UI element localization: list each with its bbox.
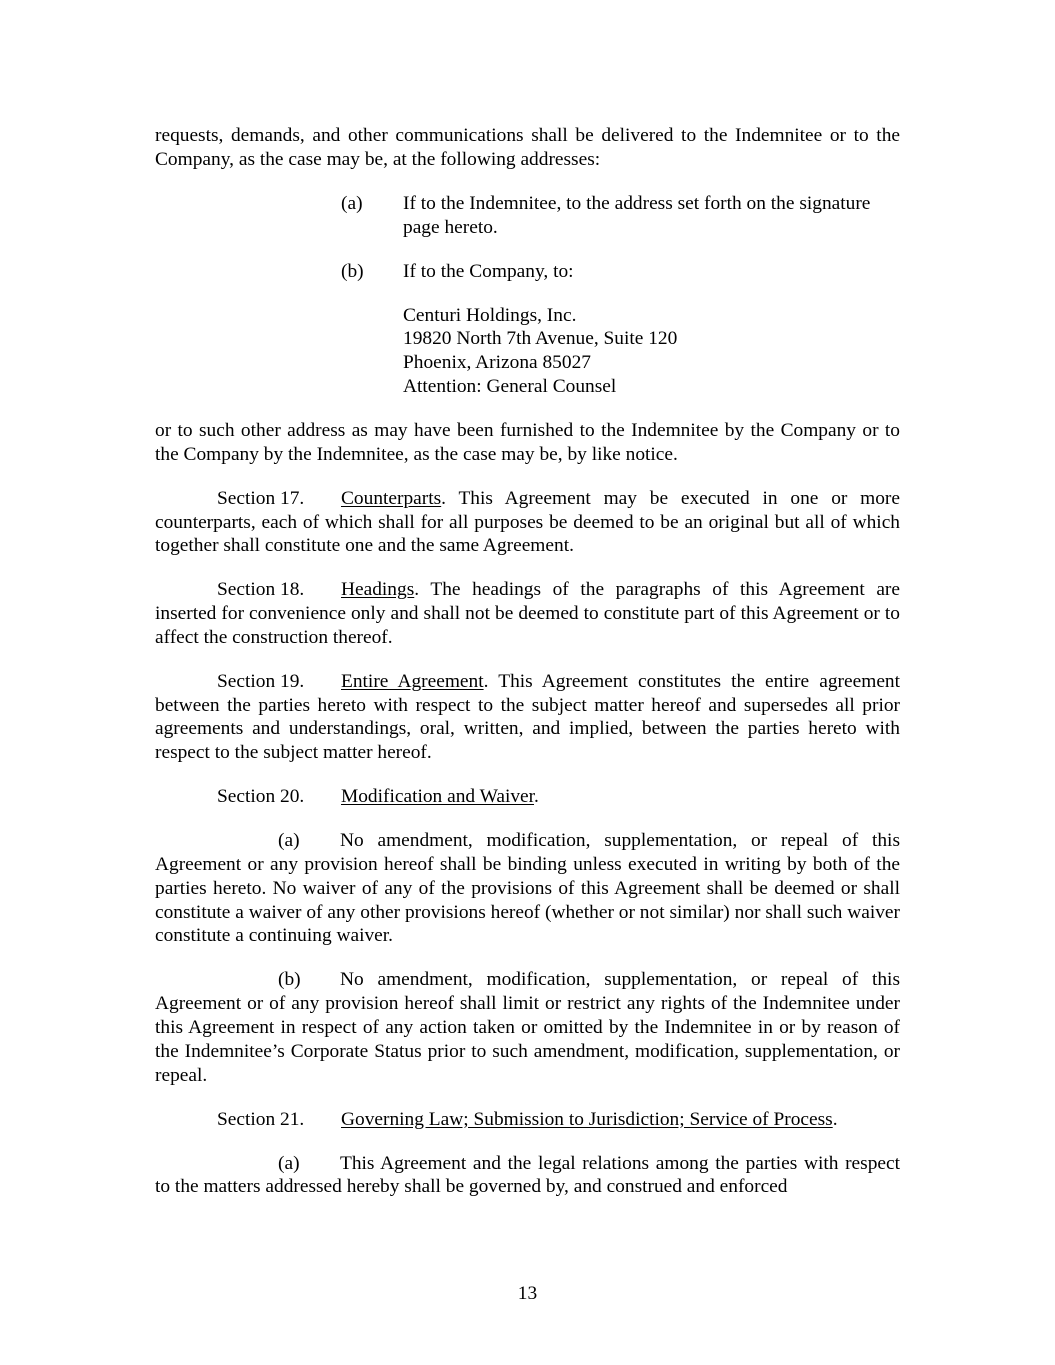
section-19-number: Section 19. — [217, 670, 305, 692]
section-17 — [155, 487, 900, 558]
section-18-text: . The headings of the paragraphs of this Agreement are inserted for convenience only and shall not be deemed to constitute part of this Agreement or to affect the construction thereof. — [155, 579, 900, 648]
section-20-b — [155, 968, 900, 1087]
section-20-b-label: (b) — [278, 969, 301, 991]
section-20-b-text: No amendment, modification, supplementation, or repeal of this Agreement or of any provision hereof shall limit or restrict any rights of the Indemnitee under this Agreement in respect of any action taken or omitted by the Indemnitee in or by reason of the Indemnitee’s Corporate Status prior to such amendment, modification, supplementation, or repeal. — [155, 969, 900, 1086]
page-number: 13 — [517, 1283, 538, 1304]
company-address-block — [155, 304, 900, 399]
opening-paragraph: requests, demands, and other communications shall be delivered to the Indemnitee or to the Company, as the case may be, at the following addresses: — [155, 125, 900, 170]
section-19-text: . This Agreement constitutes the entire agreement between the parties hereto with respect to the subject matter hereof and supersedes all prior agreements and understandings, oral, written, and implied, between the parties hereto with respect to the subject matter hereof. — [155, 670, 901, 764]
section-17-number: Section 17. — [217, 487, 305, 509]
closing-paragraph: or to such other address as may have been furnished to the Indemnitee by the Company or to the Company by the Indemnitee, as the case may be, by like notice. — [155, 419, 900, 465]
section-21-a-text: This Agreement and the legal relations among the parties with respect to the matters addressed hereby shall be governed by, and construed and enforced — [155, 1152, 900, 1198]
company-name: Centuri Holdings, Inc. — [403, 304, 577, 326]
section-20-a-text: No amendment, modification, supplementation, or repeal of this Agreement or any provision hereof shall be binding unless executed in writing by both of the parties hereto. No waiver of any of the provisions of this Agreement shall be deemed or shall constitute a waiver of any other provisions hereof (whether or not similar) nor shall such waiver constitute a continuing waiver. — [155, 830, 900, 947]
section-21-number: Section 21. — [217, 1108, 305, 1130]
section-20-number: Section 20. — [217, 786, 305, 808]
address-item-b — [155, 260, 900, 284]
section-19-heading: Entire Agreement — [341, 670, 484, 692]
section-17-text: . This Agreement may be executed in one or more counterparts, each of which shall for all purposes be deemed to be an original but all of which together shall constitute one and the same Agreement. — [155, 487, 900, 557]
section-21-a-label: (a) — [278, 1152, 300, 1174]
company-street: 19820 North 7th Avenue, Suite 120 — [403, 328, 678, 350]
section-17-heading: Counterparts — [341, 487, 442, 509]
section-21-a — [155, 1152, 900, 1200]
address-item-a — [155, 192, 900, 240]
section-18-number: Section 18. — [217, 579, 305, 601]
company-attention: Attention: General Counsel — [403, 375, 617, 397]
section-20-a — [155, 829, 900, 948]
company-city: Phoenix, Arizona 85027 — [403, 352, 591, 374]
section-21-heading: Governing Law; Submission to Jurisdiction; Service of Process — [341, 1108, 833, 1130]
address-item-b-label: (b) — [341, 260, 364, 282]
address-item-a-label: (a) — [341, 192, 363, 214]
section-21-suffix: . — [832, 1108, 838, 1130]
section-18 — [155, 578, 900, 649]
section-18-heading: Headings — [341, 579, 415, 601]
section-20-heading: Modification and Waiver — [341, 786, 535, 808]
section-20-a-label: (a) — [278, 830, 300, 852]
section-20-suffix: . — [534, 786, 539, 808]
section-20-heading-line — [155, 785, 900, 809]
section-21-heading-line — [155, 1108, 900, 1132]
document-page — [155, 124, 900, 1199]
address-item-a-text: If to the Indemnitee, to the address set forth on the signature page hereto. — [403, 192, 871, 238]
section-19 — [155, 670, 900, 765]
address-item-b-text: If to the Company, to: — [403, 260, 574, 282]
